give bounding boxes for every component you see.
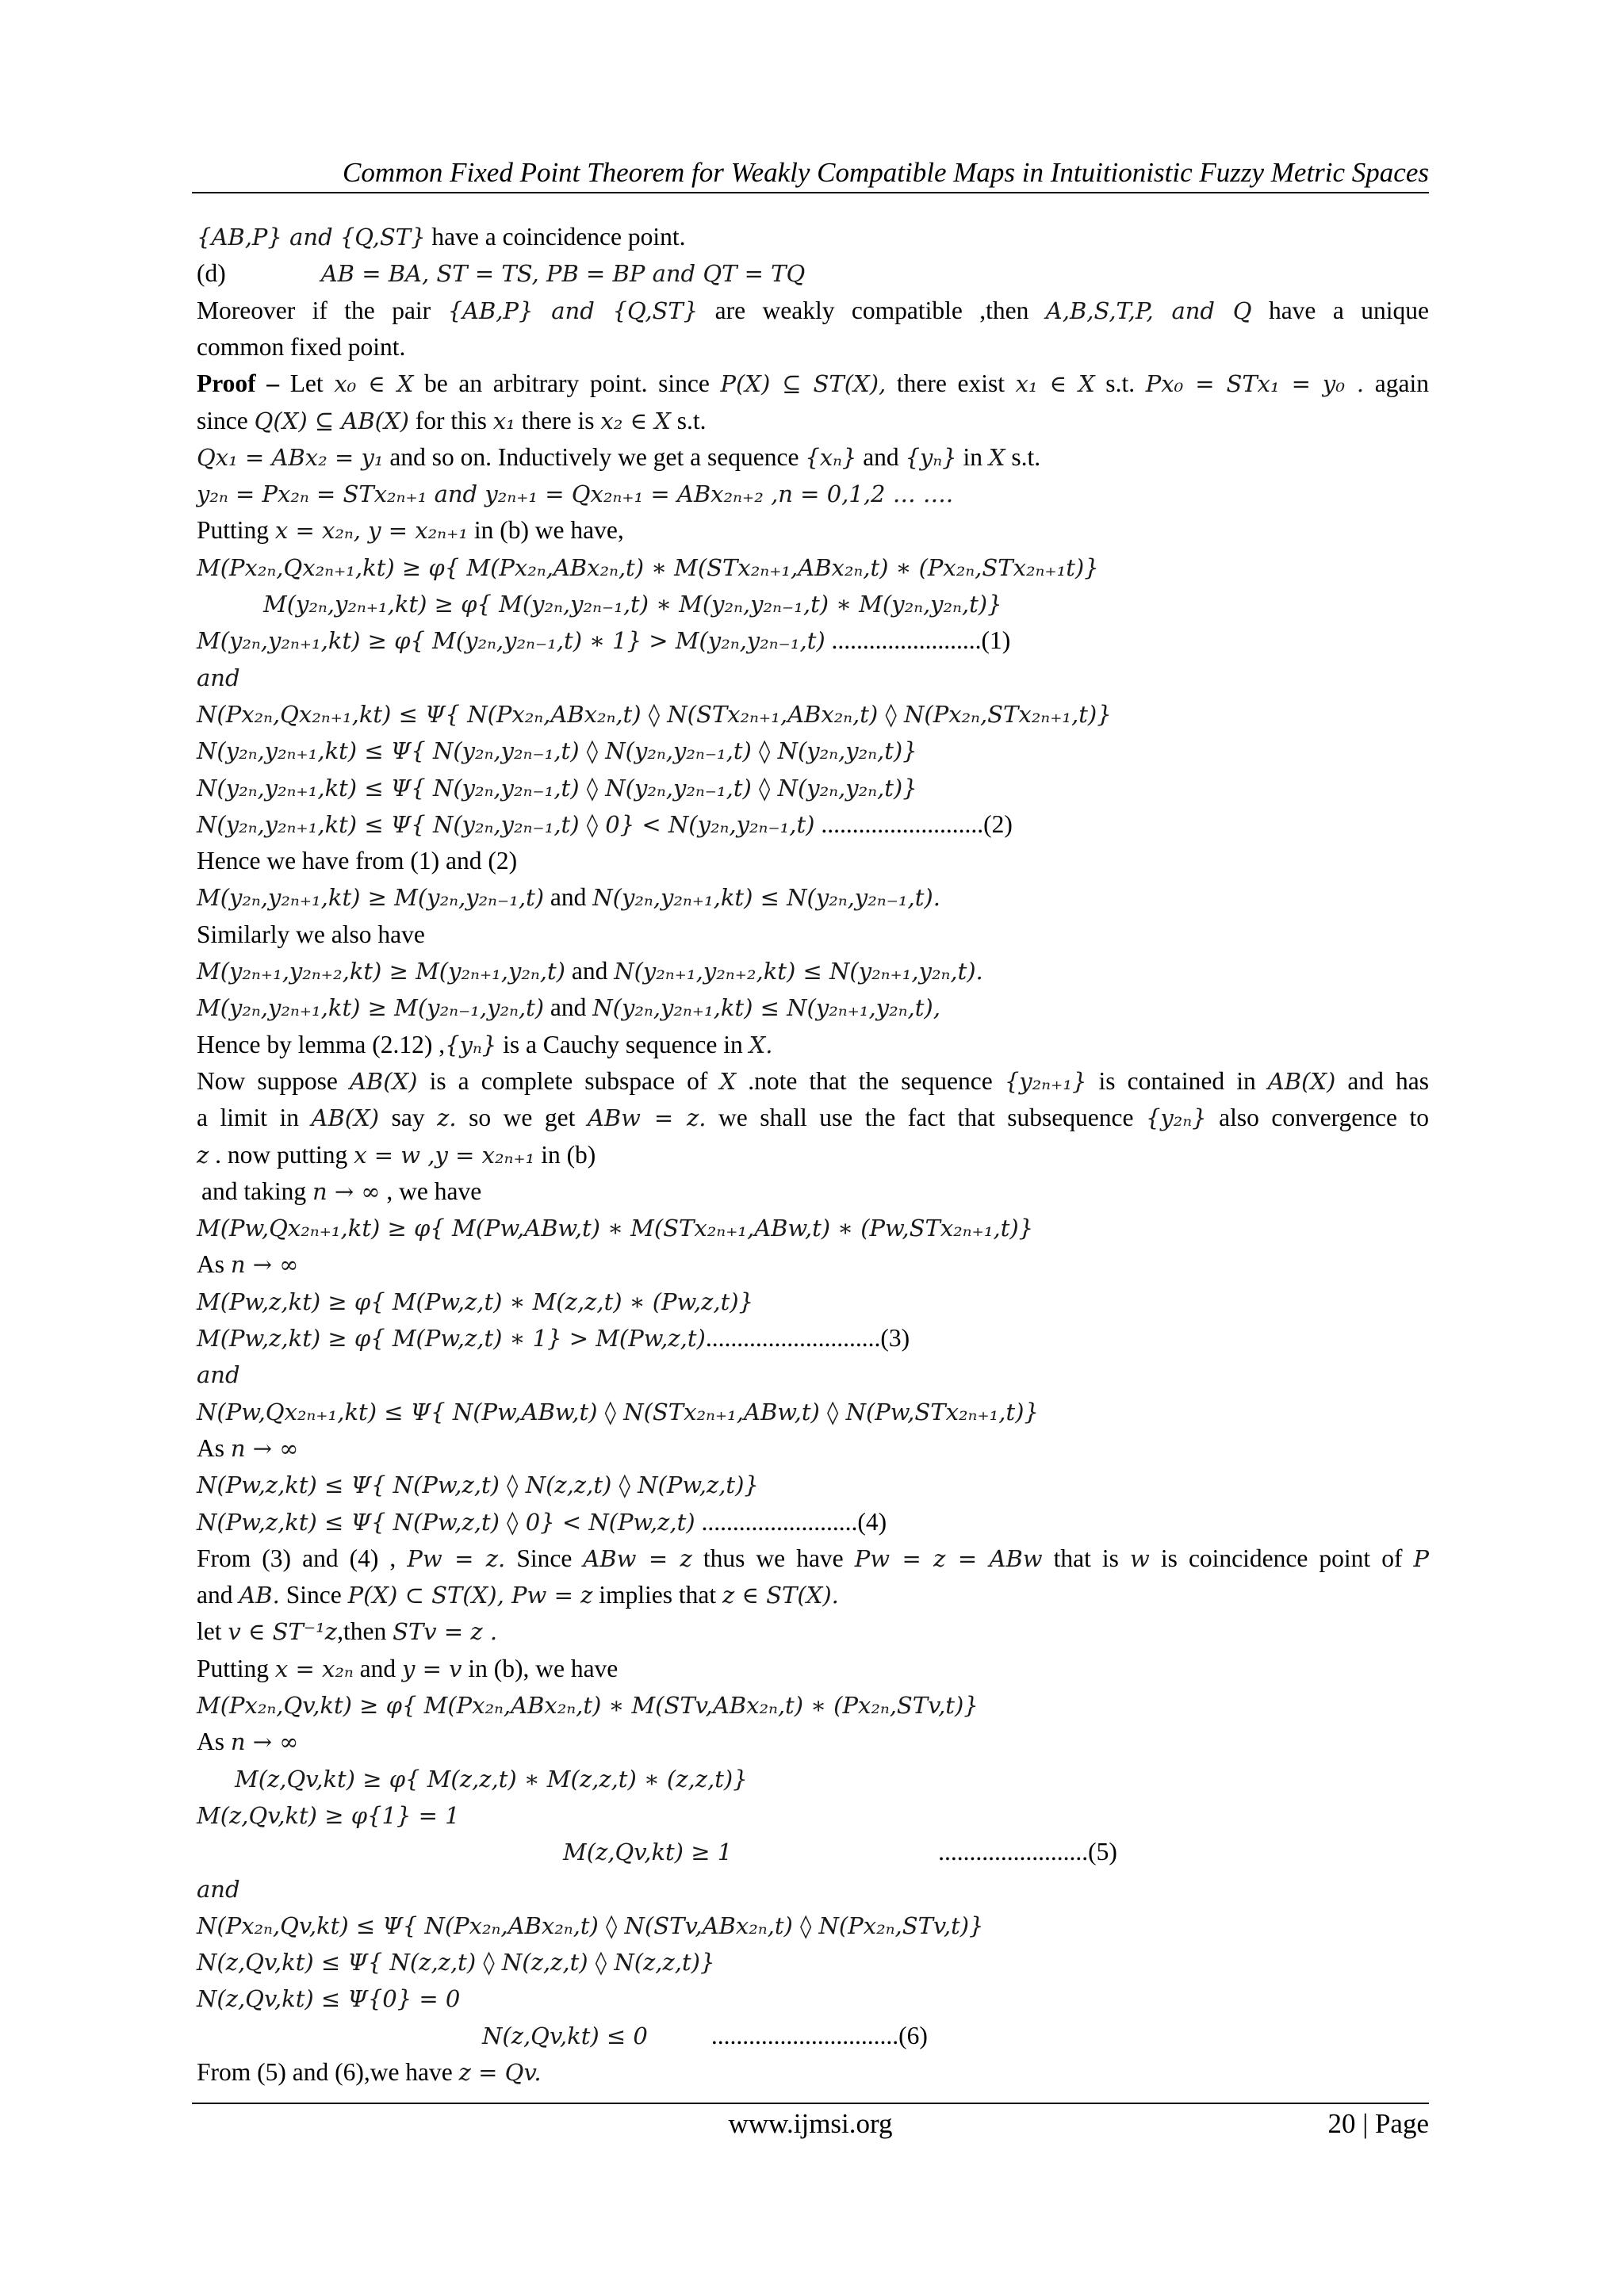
text-line bbox=[197, 1980, 1429, 2017]
text-run: thus we have bbox=[691, 1544, 855, 1572]
text-line bbox=[197, 1651, 1429, 1687]
math-expression: X bbox=[719, 1067, 737, 1095]
text-line bbox=[197, 1687, 1429, 1724]
math-expression: M(z,Qv,kt) ≥ φ{1} = 1 bbox=[197, 1801, 460, 1829]
math-expression: N(z,Qv,kt) ≤ 0 bbox=[482, 2022, 648, 2049]
text-run: ..............................(6) bbox=[710, 2021, 928, 2049]
text-run: a limit in bbox=[197, 1104, 312, 1132]
math-expression: ABw = z. bbox=[587, 1104, 707, 1132]
math-expression: X. bbox=[749, 1031, 773, 1058]
page-footer bbox=[192, 2106, 1429, 2142]
text-run: As bbox=[197, 1728, 231, 1756]
text-line bbox=[197, 1394, 1429, 1430]
text-line bbox=[197, 622, 1429, 659]
text-line bbox=[197, 1577, 1429, 1613]
text-run: Let bbox=[289, 369, 335, 398]
text-run: . now putting bbox=[209, 1140, 354, 1169]
math-expression: N(y₂ₙ,y₂ₙ₊₁,kt) ≤ N(y₂ₙ,y₂ₙ₋₁,t). bbox=[592, 884, 940, 912]
math-expression: Q(X) ⊆ AB(X) bbox=[254, 407, 409, 434]
text-run: is a complete subspace of bbox=[417, 1066, 720, 1095]
math-expression: N(y₂ₙ,y₂ₙ₊₁,kt) ≤ Ψ{ N(y₂ₙ,y₂ₙ₋₁,t) ◊ 0} < N(y₂ₙ,y₂ₙ₋₁,t) bbox=[197, 810, 815, 838]
text-run: there exist bbox=[886, 369, 1016, 398]
text-line bbox=[197, 1173, 1429, 1210]
text-line bbox=[197, 1908, 1429, 1944]
text-run: Hence we have from (1) and (2) bbox=[197, 847, 518, 875]
text-run: Now suppose bbox=[197, 1066, 350, 1095]
math-expression: AB(X) bbox=[311, 1104, 380, 1132]
text-run: and bbox=[856, 442, 906, 471]
text-line bbox=[197, 329, 1429, 365]
text-line bbox=[197, 1137, 1429, 1173]
math-expression: x₂ ∈ X bbox=[600, 407, 671, 434]
text-line bbox=[197, 1100, 1429, 1136]
math-expression: N(Px₂ₙ,Qv,kt) ≤ Ψ{ N(Px₂ₙ,ABx₂ₙ,t) ◊ N(STv,ABx₂ₙ,t) ◊ N(Px₂ₙ,STv,t)} bbox=[197, 1911, 984, 1939]
text-run: ,then bbox=[337, 1617, 393, 1646]
math-expression: z ∈ ST(X). bbox=[722, 1582, 839, 1609]
math-expression: P bbox=[1413, 1544, 1430, 1572]
math-expression: M(z,Qv,kt) ≥ φ{ M(z,z,t) ∗ M(z,z,t) ∗ (z,z,t)} bbox=[235, 1765, 748, 1793]
text-run: and bbox=[544, 993, 593, 1022]
math-expression: Px₀ = STx₁ = y₀ . bbox=[1145, 370, 1365, 398]
text-run: be an arbitrary point. since bbox=[413, 369, 721, 398]
text-run: As bbox=[197, 1433, 231, 1462]
math-expression: ABw = z bbox=[583, 1544, 692, 1572]
text-line bbox=[197, 1320, 1429, 1357]
math-expression: M(Pw,z,kt) ≥ φ{ M(Pw,z,t) ∗ M(z,z,t) ∗ (Pw,z,t)} bbox=[197, 1288, 754, 1315]
text-line bbox=[197, 696, 1429, 733]
math-expression: M(y₂ₙ,y₂ₙ₊₁,kt) ≥ φ{ M(y₂ₙ,y₂ₙ₋₁,t) ∗ M(y₂ₙ,y₂ₙ₋₁,t) ∗ M(y₂ₙ,y₂ₙ,t)} bbox=[263, 591, 1002, 618]
text-run: we shall use the fact that subsequence bbox=[706, 1104, 1146, 1132]
text-line bbox=[197, 1834, 1429, 1870]
math-expression: x = x₂ₙ bbox=[274, 1655, 354, 1682]
text-run: is coincidence point of bbox=[1149, 1544, 1414, 1572]
text-line bbox=[197, 1944, 1429, 1980]
math-expression: y = v bbox=[401, 1655, 462, 1682]
text-line bbox=[197, 365, 1429, 402]
math-expression: v ∈ ST⁻¹z bbox=[228, 1618, 338, 1646]
text-run: s.t. bbox=[670, 406, 707, 434]
text-line bbox=[197, 1357, 1429, 1393]
text-run: and so on. Inductively we get a sequence bbox=[383, 442, 806, 471]
math-expression: M(y₂ₙ,y₂ₙ₊₁,kt) ≥ φ{ M(y₂ₙ,y₂ₙ₋₁,t) ∗ 1} > M(y₂ₙ,y₂ₙ₋₁,t) bbox=[197, 627, 825, 655]
math-expression: w bbox=[1130, 1544, 1150, 1572]
math-expression: AB. bbox=[239, 1582, 280, 1609]
text-line bbox=[197, 1724, 1429, 1760]
text-run: there is bbox=[515, 406, 601, 434]
math-expression: Pw = z = ABw bbox=[854, 1544, 1043, 1572]
text-run: ........................(1) bbox=[825, 626, 1011, 655]
text-run: Putting bbox=[197, 516, 275, 545]
math-expression: x = x₂ₙ, y = x₂ₙ₊₁ bbox=[274, 517, 468, 545]
proof-label: Proof – bbox=[197, 369, 290, 398]
text-line bbox=[197, 1246, 1429, 1283]
math-expression: M(Px₂ₙ,Qv,kt) ≥ φ{ M(Px₂ₙ,ABx₂ₙ,t) ∗ M(STv,ABx₂ₙ,t) ∗ (Px₂ₙ,STv,t)} bbox=[197, 1692, 979, 1719]
text-run: and has bbox=[1335, 1066, 1429, 1095]
text-run: say bbox=[379, 1104, 438, 1132]
math-expression: z bbox=[197, 1141, 209, 1169]
math-expression: X bbox=[988, 443, 1005, 471]
math-expression: M(Pw,Qx₂ₙ₊₁,kt) ≥ φ{ M(Pw,ABw,t) ∗ M(STx₂ₙ₊₁,ABw,t) ∗ (Pw,STx₂ₙ₊₁,t)} bbox=[197, 1215, 1034, 1242]
footer-rule bbox=[192, 2103, 1429, 2104]
text-run: From (5) and (6),we have bbox=[197, 2058, 459, 2086]
text-run: Moreover if the pair bbox=[197, 296, 448, 324]
math-expression: N(y₂ₙ,y₂ₙ₊₁,kt) ≤ N(y₂ₙ₊₁,y₂ₙ,t), bbox=[592, 994, 940, 1022]
journal-website[interactable]: www.ijmsi.org bbox=[728, 2108, 893, 2139]
text-run: and bbox=[353, 1654, 402, 1682]
text-line bbox=[197, 2018, 1429, 2054]
text-run: .note that the sequence bbox=[736, 1066, 1005, 1095]
math-expression: n → ∞ bbox=[230, 1434, 299, 1462]
text-run: in bbox=[956, 442, 989, 471]
math-expression: N(Pw,z,kt) ≤ Ψ{ N(Pw,z,t) ◊ N(z,z,t) ◊ N(Pw,z,t)} bbox=[197, 1471, 759, 1499]
text-run: Since bbox=[505, 1544, 584, 1572]
text-run: let bbox=[197, 1617, 228, 1646]
text-run: ..........................(2) bbox=[814, 809, 1013, 838]
math-expression: and bbox=[197, 664, 240, 691]
text-line bbox=[197, 219, 1429, 255]
text-line bbox=[197, 403, 1429, 439]
text-line bbox=[197, 1504, 1429, 1540]
text-line bbox=[197, 439, 1429, 476]
text-run: for this bbox=[408, 406, 493, 434]
text-line bbox=[197, 512, 1429, 549]
text-run: Hence by lemma (2.12) , bbox=[197, 1030, 446, 1058]
math-expression: N(y₂ₙ₊₁,y₂ₙ₊₂,kt) ≤ N(y₂ₙ₊₁,y₂ₙ,t). bbox=[614, 958, 983, 985]
math-expression: P(X) ⊂ ST(X), Pw = z bbox=[347, 1582, 593, 1609]
text-line bbox=[197, 916, 1429, 953]
math-expression: M(Pw,z,kt) ≥ φ{ M(Pw,z,t) ∗ 1} > M(Pw,z,t) bbox=[197, 1325, 706, 1352]
text-line bbox=[197, 476, 1429, 512]
math-expression: N(Px₂ₙ,Qx₂ₙ₊₁,kt) ≤ Ψ{ N(Px₂ₙ,ABx₂ₙ,t) ◊ N(STx₂ₙ₊₁,ABx₂ₙ,t) ◊ N(Px₂ₙ,STx₂ₙ₊₁,t)} bbox=[197, 700, 1112, 728]
text-line bbox=[197, 1613, 1429, 1650]
math-expression: M(y₂ₙ,y₂ₙ₊₁,kt) ≥ M(y₂ₙ₋₁,y₂ₙ,t) bbox=[197, 994, 545, 1022]
math-expression: {yₙ} bbox=[905, 443, 957, 471]
text-line bbox=[197, 733, 1429, 769]
text-run: have a coincidence point. bbox=[425, 223, 686, 251]
math-expression: n → ∞ bbox=[230, 1251, 299, 1279]
text-run: are weakly compatible ,then bbox=[698, 296, 1046, 324]
text-line bbox=[197, 770, 1429, 806]
text-run: From (3) and (4) , bbox=[197, 1544, 408, 1572]
text-line bbox=[197, 1540, 1429, 1577]
text-line bbox=[197, 1027, 1429, 1063]
text-line bbox=[197, 806, 1429, 843]
text-line bbox=[197, 549, 1429, 586]
math-expression: N(z,Qv,kt) ≤ Ψ{ N(z,z,t) ◊ N(z,z,t) ◊ N(z,z,t)} bbox=[197, 1949, 715, 1976]
text-run: and bbox=[197, 1581, 239, 1609]
math-expression: n → ∞ bbox=[312, 1177, 381, 1205]
text-run: , we have bbox=[380, 1177, 482, 1205]
math-expression: N(z,Qv,kt) ≤ Ψ{0} = 0 bbox=[197, 1985, 461, 2013]
text-run: is a Cauchy sequence in bbox=[496, 1030, 749, 1058]
math-expression: {y₂ₙ} bbox=[1145, 1104, 1207, 1132]
text-run: Putting bbox=[197, 1654, 275, 1682]
math-expression: {AB,P} and {Q,ST} bbox=[447, 297, 699, 324]
text-run: in (b) we have, bbox=[467, 516, 624, 545]
text-run: (d) bbox=[197, 259, 226, 288]
text-line bbox=[197, 1063, 1429, 1100]
text-run: ............................(3) bbox=[705, 1324, 910, 1352]
math-expression: x₀ ∈ X bbox=[334, 370, 414, 398]
math-expression: {xₙ} bbox=[805, 443, 857, 471]
math-expression: Pw = z. bbox=[407, 1544, 506, 1572]
math-expression: and bbox=[197, 1361, 240, 1389]
text-line bbox=[197, 255, 1429, 292]
text-line bbox=[197, 1284, 1429, 1320]
text-run: and taking bbox=[201, 1177, 312, 1205]
text-run: that is bbox=[1042, 1544, 1130, 1572]
math-expression: AB(X) bbox=[1267, 1067, 1336, 1095]
text-line bbox=[197, 660, 1429, 696]
math-expression: z. bbox=[437, 1104, 457, 1132]
text-run: in (b) bbox=[534, 1140, 596, 1169]
text-line bbox=[197, 1430, 1429, 1467]
text-run: again bbox=[1364, 369, 1430, 398]
running-title: Common Fixed Point Theorem for Weakly Compatible Maps in Intuitionistic Fuzzy Metric Spaces bbox=[343, 157, 1429, 188]
header-rule bbox=[192, 192, 1429, 193]
math-expression: y₂ₙ = Px₂ₙ = STx₂ₙ₊₁ and y₂ₙ₊₁ = Qx₂ₙ₊₁ = ABx₂ₙ₊₂ ,n = 0,1,2 … …. bbox=[197, 480, 954, 508]
text-run: Similarly we also have bbox=[197, 920, 425, 948]
text-line bbox=[197, 879, 1429, 916]
math-expression: N(Pw,z,kt) ≤ Ψ{ N(Pw,z,t) ◊ 0} < N(Pw,z,t) bbox=[197, 1508, 695, 1536]
text-line bbox=[197, 1797, 1429, 1834]
math-expression: AB(X) bbox=[349, 1067, 418, 1095]
math-expression: x₁ ∈ X bbox=[1015, 370, 1095, 398]
text-run: and bbox=[544, 883, 593, 912]
math-expression: {AB,P} and {Q,ST} bbox=[197, 224, 426, 251]
text-run: Since bbox=[279, 1581, 348, 1609]
text-line bbox=[197, 1210, 1429, 1246]
math-expression: and bbox=[197, 1875, 240, 1903]
text-run: also convergence to bbox=[1206, 1104, 1429, 1132]
text-line bbox=[197, 989, 1429, 1026]
text-run: is contained in bbox=[1086, 1066, 1268, 1095]
text-line bbox=[197, 843, 1429, 879]
text-line bbox=[197, 1871, 1429, 1908]
math-expression: n → ∞ bbox=[230, 1728, 299, 1756]
page-number: 20 | Page bbox=[1327, 2108, 1429, 2139]
math-expression: M(Px₂ₙ,Qx₂ₙ₊₁,kt) ≥ φ{ M(Px₂ₙ,ABx₂ₙ,t) ∗ M(STx₂ₙ₊₁,ABx₂ₙ,t) ∗ (Px₂ₙ,STx₂ₙ₊₁t)} bbox=[197, 553, 1099, 581]
text-run: so we get bbox=[456, 1104, 588, 1132]
math-expression: M(y₂ₙ,y₂ₙ₊₁,kt) ≥ M(y₂ₙ,y₂ₙ₋₁,t) bbox=[197, 884, 545, 912]
math-expression: Qx₁ = ABx₂ = y₁ bbox=[197, 443, 384, 471]
text-line bbox=[197, 2054, 1429, 2091]
text-run: implies that bbox=[592, 1581, 722, 1609]
math-expression: M(z,Qv,kt) ≥ 1 bbox=[563, 1839, 733, 1866]
math-expression: N(Pw,Qx₂ₙ₊₁,kt) ≤ Ψ{ N(Pw,ABw,t) ◊ N(STx₂ₙ₊₁,ABw,t) ◊ N(Pw,STx₂ₙ₊₁,t)} bbox=[197, 1398, 1039, 1425]
math-expression: M(y₂ₙ₊₁,y₂ₙ₊₂,kt) ≥ M(y₂ₙ₊₁,y₂ₙ,t) bbox=[197, 958, 565, 985]
text-run: s.t. bbox=[1005, 442, 1041, 471]
math-expression: N(y₂ₙ,y₂ₙ₊₁,kt) ≤ Ψ{ N(y₂ₙ,y₂ₙ₋₁,t) ◊ N(y₂ₙ,y₂ₙ₋₁,t) ◊ N(y₂ₙ,y₂ₙ,t)} bbox=[197, 774, 917, 802]
text-run: .........................(4) bbox=[695, 1507, 887, 1536]
text-line bbox=[197, 586, 1429, 622]
text-run: since bbox=[197, 406, 255, 434]
math-expression: A,B,S,T,P, and Q bbox=[1045, 297, 1252, 324]
text-run: As bbox=[197, 1250, 231, 1279]
math-expression: z = Qv. bbox=[458, 2059, 542, 2086]
math-expression: {yₙ} bbox=[445, 1031, 497, 1058]
math-expression: x₁ bbox=[492, 407, 515, 434]
math-expression: x = w ,y = x₂ₙ₊₁ bbox=[354, 1141, 535, 1169]
math-expression: AB = BA, ST = TS, PB = BP and QT = TQ bbox=[320, 260, 806, 288]
math-expression: STv = z . bbox=[393, 1618, 498, 1646]
text-line bbox=[197, 1467, 1429, 1503]
text-line bbox=[197, 1761, 1429, 1797]
math-expression: {y₂ₙ₊₁} bbox=[1004, 1067, 1087, 1095]
text-line bbox=[197, 953, 1429, 989]
math-expression: N(y₂ₙ,y₂ₙ₊₁,kt) ≤ Ψ{ N(y₂ₙ,y₂ₙ₋₁,t) ◊ N(y₂ₙ,y₂ₙ₋₁,t) ◊ N(y₂ₙ,y₂ₙ,t)} bbox=[197, 737, 917, 765]
text-line bbox=[197, 293, 1429, 329]
text-run: and bbox=[565, 957, 615, 985]
text-run: common fixed point. bbox=[197, 332, 406, 361]
text-run: ........................(5) bbox=[938, 1838, 1117, 1866]
text-run: in (b), we have bbox=[462, 1654, 619, 1682]
text-run: have a unique bbox=[1251, 296, 1429, 324]
math-expression: P(X) ⊆ ST(X), bbox=[720, 370, 887, 398]
text-run: s.t. bbox=[1094, 369, 1146, 398]
